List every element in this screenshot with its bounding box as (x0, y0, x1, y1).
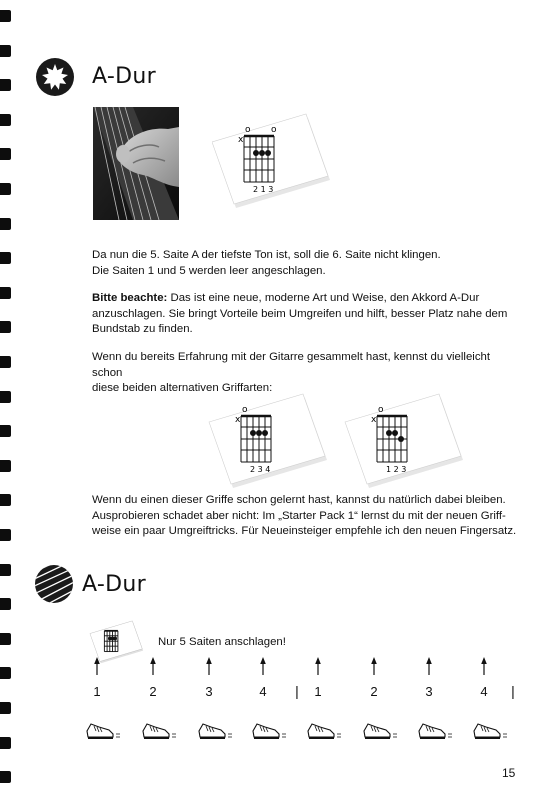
paragraph-4 (92, 493, 522, 540)
binding-ring (0, 252, 11, 264)
finger-dot (392, 430, 398, 436)
fingering-label: 2 3 4 (250, 465, 271, 474)
muted-string-marker: x (238, 135, 244, 145)
binding-ring (0, 391, 11, 403)
binding-ring (0, 494, 11, 506)
open-string-marker: o (378, 405, 384, 415)
chord-diagram-alt-2 (344, 392, 466, 494)
muted-string-marker: x (371, 415, 377, 425)
paragraph-2-bold: Bitte beachte: (92, 292, 168, 304)
paragraph-3-line-1: Wenn du bereits Erfahrung mit der Gitarre gesammelt hast, kennst du vielleicht schon (92, 351, 491, 379)
paragraph-4-line-1: Wenn du einen dieser Griffe schon gelernt hast, kannst du natürlich dabei bleiben. (92, 494, 506, 506)
binding-ring (0, 356, 11, 368)
finger-dot (253, 150, 259, 156)
strum-up-arrow-icon (426, 657, 432, 675)
beat-number: 2 (370, 684, 378, 699)
finger-dot (386, 430, 392, 436)
paragraph-1-line-1: Da nun die 5. Saite A der tiefste Ton ist, soll die 6. Saite nicht klingen. (92, 249, 441, 261)
beat-number: 4 (259, 684, 267, 699)
beat-number: 3 (205, 684, 213, 699)
binding-ring (0, 564, 11, 576)
binding-ring (0, 79, 11, 91)
binding-ring (0, 425, 11, 437)
paragraph-1 (92, 248, 522, 279)
beat-number: 1 (314, 684, 322, 699)
binding-ring (0, 460, 11, 472)
finger-dot (256, 430, 262, 436)
strum-up-arrow-icon (94, 657, 100, 675)
foot-tap-icon (143, 724, 176, 739)
paragraph-2 (92, 291, 522, 338)
open-string-marker: o (245, 125, 251, 135)
foot-tap-icon (253, 724, 286, 739)
foot-tap-icon (419, 724, 452, 739)
chord-diagram-a-major (212, 112, 332, 214)
binding-ring (0, 287, 11, 299)
strum-up-arrow-icon (260, 657, 266, 675)
strum-up-arrow-icon (371, 657, 377, 675)
finger-dot (250, 430, 256, 436)
foot-tap-icon (474, 724, 507, 739)
foot-tap-icon (87, 724, 120, 739)
beat-number: 1 (93, 684, 101, 699)
binding-ring (0, 10, 11, 22)
strum-up-arrow-icon (150, 657, 156, 675)
strum-up-arrow-icon (315, 657, 321, 675)
strum-note: Nur 5 Saiten anschlagen! (158, 636, 286, 648)
beat-number: 3 (425, 684, 433, 699)
foot-tap-icon (364, 724, 397, 739)
open-string-marker-high: o (271, 125, 277, 135)
binding-ring (0, 321, 11, 333)
binding-ring (0, 633, 11, 645)
binding-ring (0, 771, 11, 783)
starburst-icon (35, 57, 75, 97)
paragraph-2-line-2: anzuschlagen. Sie bringt Vorteile beim Umgreifen und hilft, besser Platz nahe dem (92, 307, 508, 320)
finger-dot (265, 150, 271, 156)
binding-ring (0, 183, 11, 195)
foot-tap-icon (199, 724, 232, 739)
binding-ring (0, 148, 11, 160)
beat-number: 2 (149, 684, 157, 699)
binding-ring (0, 737, 11, 749)
binding-ring (0, 702, 11, 714)
binding-ring (0, 667, 11, 679)
finger-dot (398, 436, 404, 442)
binding-ring (0, 598, 11, 610)
foot-tap-icon (308, 724, 341, 739)
bar-line: | (295, 683, 299, 699)
bar-line: | (511, 683, 515, 699)
strum-up-arrow-icon (481, 657, 487, 675)
hand-photo (93, 107, 179, 220)
paragraph-4-line-3: weise ein paar Umgreiftricks. Für Neueinsteiger empfehle ich den neuen Fingersatz. (92, 525, 517, 537)
striped-circle-icon (34, 564, 74, 604)
open-string-marker: o (242, 405, 248, 415)
spiral-binding (0, 0, 14, 799)
fingering-label: 2 1 3 (253, 185, 274, 194)
section2-title: A-Dur (82, 572, 146, 597)
finger-dot (262, 430, 268, 436)
paragraph-2-rest: Das ist eine neue, moderne Art und Weise, den Akkord A-Dur (167, 292, 480, 304)
strum-up-arrow-icon (206, 657, 212, 675)
fingering-label: 1 2 3 (386, 465, 407, 474)
paragraph-4-line-2: Ausprobieren schadet aber nicht: Im „Starter Pack 1“ lernst du mit der neuen Griff- (92, 509, 506, 522)
beat-number: 4 (480, 684, 488, 699)
finger-dot (259, 150, 265, 156)
paragraph-1-line-2: Die Saiten 1 und 5 werden leer angeschlagen. (92, 264, 326, 277)
paragraph-3 (92, 350, 522, 397)
section1-title: A-Dur (92, 64, 156, 89)
chord-diagram-alt-1 (208, 392, 330, 494)
paragraph-3-line-2: diese beiden alternativen Griffarten: (92, 382, 273, 394)
paragraph-2-line-3: Bundstab zu finden. (92, 323, 193, 335)
muted-string-marker: x (235, 415, 241, 425)
binding-ring (0, 45, 11, 57)
strum-pattern (80, 655, 530, 745)
binding-ring (0, 529, 11, 541)
binding-ring (0, 218, 11, 230)
binding-ring (0, 114, 11, 126)
page-number: 15 (502, 766, 516, 780)
